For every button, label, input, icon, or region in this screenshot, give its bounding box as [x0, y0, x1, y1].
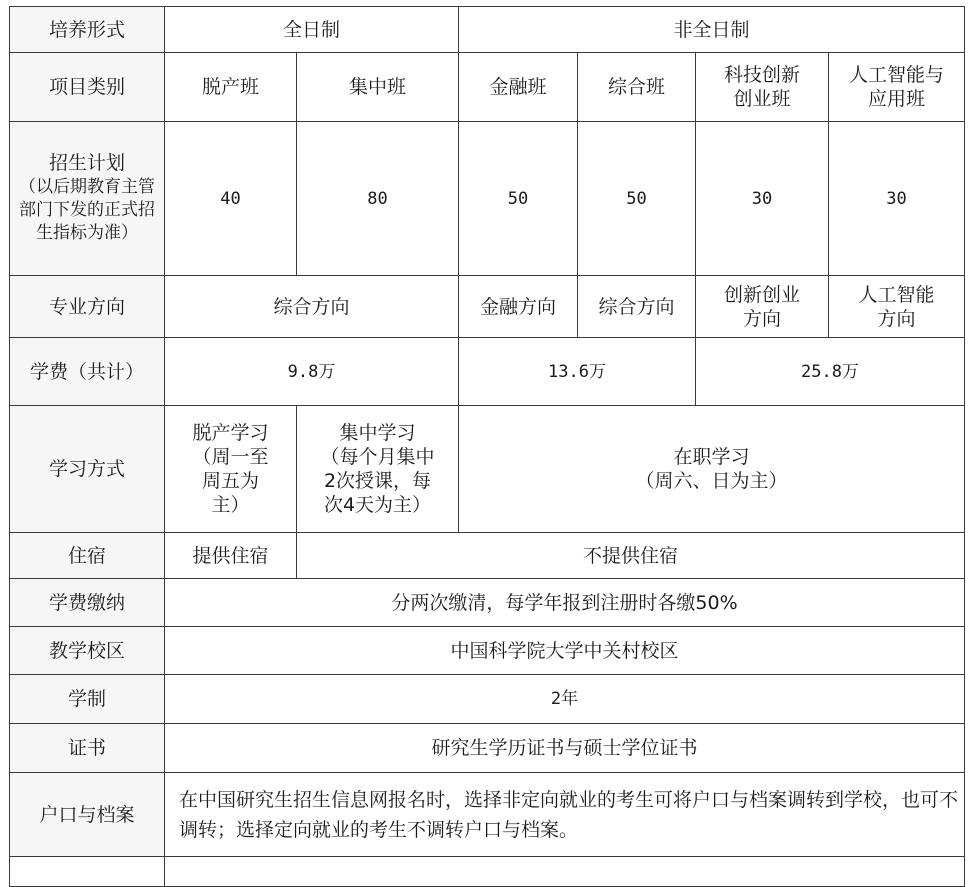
direction-cell: 人工智能 方向	[829, 276, 965, 338]
tuition-cell: 9.8万	[165, 338, 459, 406]
row-form	[10, 7, 965, 53]
row-hukou	[10, 773, 965, 857]
category-cell: 科技创新 创业班	[696, 53, 829, 122]
header-housing: 住宿	[10, 533, 165, 579]
direction-cell: 金融方向	[459, 276, 578, 338]
plan-value: 50	[459, 122, 578, 276]
header-hukou: 户口与档案	[10, 773, 165, 857]
row-extra	[10, 857, 965, 887]
header-payment: 学费缴纳	[10, 579, 165, 627]
header-direction: 专业方向	[10, 276, 165, 338]
direction-cell: 创新创业 方向	[696, 276, 829, 338]
empty-cell	[165, 857, 965, 887]
payment-cell: 分两次缴清，每学年报到注册时各缴50%	[165, 579, 965, 627]
header-duration: 学制	[10, 675, 165, 724]
category-cell: 脱产班	[165, 53, 297, 122]
header-form: 培养形式	[10, 7, 165, 53]
header-category: 项目类别	[10, 53, 165, 122]
housing-cell: 不提供住宿	[297, 533, 965, 579]
hukou-cell: 在中国研究生招生信息网报名时，选择非定向就业的考生可将户口与档案调转到学校，也可不调转；选择定向就业的考生不调转户口与档案。	[165, 773, 965, 857]
category-cell: 金融班	[459, 53, 578, 122]
tuition-cell: 13.6万	[459, 338, 696, 406]
admissions-table	[9, 6, 965, 887]
row-campus	[10, 627, 965, 675]
plan-value: 30	[696, 122, 829, 276]
header-certificate: 证书	[10, 724, 165, 773]
row-payment	[10, 579, 965, 627]
direction-cell: 综合方向	[578, 276, 696, 338]
plan-value: 30	[829, 122, 965, 276]
study-cell: 脱产学习 （周一至 周五为 主）	[165, 406, 297, 533]
plan-value: 40	[165, 122, 297, 276]
housing-cell: 提供住宿	[165, 533, 297, 579]
row-study	[10, 406, 965, 533]
plan-note: （以后期教育主管部门下发的正式招生指标为准）	[19, 177, 155, 243]
header-study: 学习方式	[10, 406, 165, 533]
header-plan	[10, 122, 165, 276]
plan-value: 50	[578, 122, 696, 276]
duration-cell: 2年	[165, 675, 965, 724]
campus-cell: 中国科学院大学中关村校区	[165, 627, 965, 675]
row-housing	[10, 533, 965, 579]
study-cell: 集中学习 （每个月集中 2次授课，每 次4天为主）	[297, 406, 459, 533]
row-tuition	[10, 338, 965, 406]
direction-cell: 综合方向	[165, 276, 459, 338]
row-category	[10, 53, 965, 122]
row-plan	[10, 122, 965, 276]
form-full-time: 全日制	[165, 7, 459, 53]
category-cell: 综合班	[578, 53, 696, 122]
row-direction	[10, 276, 965, 338]
category-cell: 人工智能与 应用班	[829, 53, 965, 122]
tuition-cell: 25.8万	[696, 338, 965, 406]
empty-cell	[10, 857, 165, 887]
plan-title: 招生计划	[48, 152, 125, 174]
category-cell: 集中班	[297, 53, 459, 122]
plan-value: 80	[297, 122, 459, 276]
study-cell: 在职学习 （周六、日为主）	[459, 406, 965, 533]
header-tuition: 学费（共计）	[10, 338, 165, 406]
form-part-time: 非全日制	[459, 7, 965, 53]
row-certificate	[10, 724, 965, 773]
row-duration	[10, 675, 965, 724]
certificate-cell: 研究生学历证书与硕士学位证书	[165, 724, 965, 773]
header-campus: 教学校区	[10, 627, 165, 675]
